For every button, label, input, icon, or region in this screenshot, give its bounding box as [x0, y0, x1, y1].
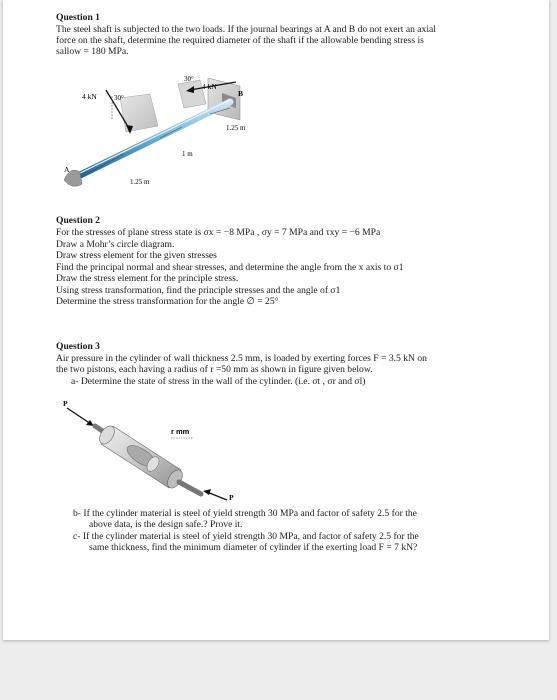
- question-3-item-a: a- Determine the state of stress in the wall of the cylinder. (i.e. σt , σr and σl): [71, 376, 366, 387]
- question-3-item-c-line-1: c- If the cylinder material is steel of yield strength 30 MPa, and factor of safety 2.5 for the: [73, 531, 419, 542]
- question-2-text-line-5: Draw the stress element for the principle stress.: [56, 273, 239, 284]
- right-piston-rod: [179, 482, 201, 494]
- dim-mid-label: 1 m: [182, 150, 193, 158]
- top-force-arrow: [67, 408, 91, 424]
- question-3-item-b-line-2: above data, is the design safe.? Prove it.: [89, 519, 243, 530]
- question-2-text-line-1: For the stresses of plane stress state is σx = −8 MPa , σy = 7 MPa and τxy = −6 MPa: [56, 227, 381, 238]
- question-3-text-line-2: the two pistons, each having a radius of r =50 mm as shown in figure given below.: [56, 364, 373, 375]
- right-angle-label: 30°: [184, 75, 194, 83]
- question-3-text-line-1: Air pressure in the cylinder of wall thickness 2.5 mm, is loaded by exerting forces F = 3.5 kN on: [56, 353, 427, 364]
- question-2-text-line-4: Find the principal normal and shear stresses, and determine the angle from the x axis to σ1: [56, 262, 404, 273]
- question-1-text-line-2: force on the shaft, determine the required diameter of the shaft if the allowable bending stress is: [56, 35, 424, 46]
- document-page: [3, 0, 549, 640]
- question-3-item-b-line-1: b- If the cylinder material is steel of yield strength 30 MPa and factor of safety 2.5 for the: [73, 508, 417, 519]
- bottom-force-label: P: [229, 493, 234, 502]
- bottom-force-arrowhead: [203, 489, 211, 495]
- point-a-label: A: [64, 165, 70, 174]
- radius-label: r mm: [171, 427, 190, 436]
- question-2-heading: Question 2: [56, 215, 100, 226]
- dim-left-label: 1.25 m: [130, 178, 150, 186]
- question-2-text-line-2: Draw a Mohr’s circle diagram.: [56, 239, 175, 250]
- point-b-label: B: [238, 89, 244, 98]
- question-3-item-c-line-2: same thickness, find the minimum diameter of cylinder if the exerting load F = 7 kN?: [89, 542, 418, 553]
- question-2-text-line-6: Using stress transformation, find the principle stresses and the angle of σ1: [56, 285, 341, 296]
- shaft-figure: [60, 68, 270, 200]
- question-2-text-line-7: Determine the stress transformation for the angle ∅ = 25°: [56, 296, 279, 307]
- question-1-heading: Question 1: [56, 12, 100, 23]
- question-3-heading: Question 3: [56, 341, 100, 352]
- dim-right-label: 1.25 m: [226, 124, 246, 132]
- cylinder-figure: [61, 396, 251, 504]
- left-load-label: 4 kN: [82, 92, 97, 101]
- top-force-label: P: [63, 399, 68, 408]
- bottom-force-arrow: [207, 492, 227, 500]
- question-2-text-line-3: Draw stress element for the given stresses: [56, 250, 217, 261]
- right-load-label: 4 kN: [202, 82, 217, 91]
- left-angle-label: 30°: [114, 94, 124, 102]
- question-1-text-line-1: The steel shaft is subjected to the two loads. If the journal bearings at A and B do not exert an axial: [56, 24, 436, 35]
- middle-plane: [120, 94, 158, 132]
- question-1-text-line-3: sallow = 180 MPa.: [56, 46, 129, 57]
